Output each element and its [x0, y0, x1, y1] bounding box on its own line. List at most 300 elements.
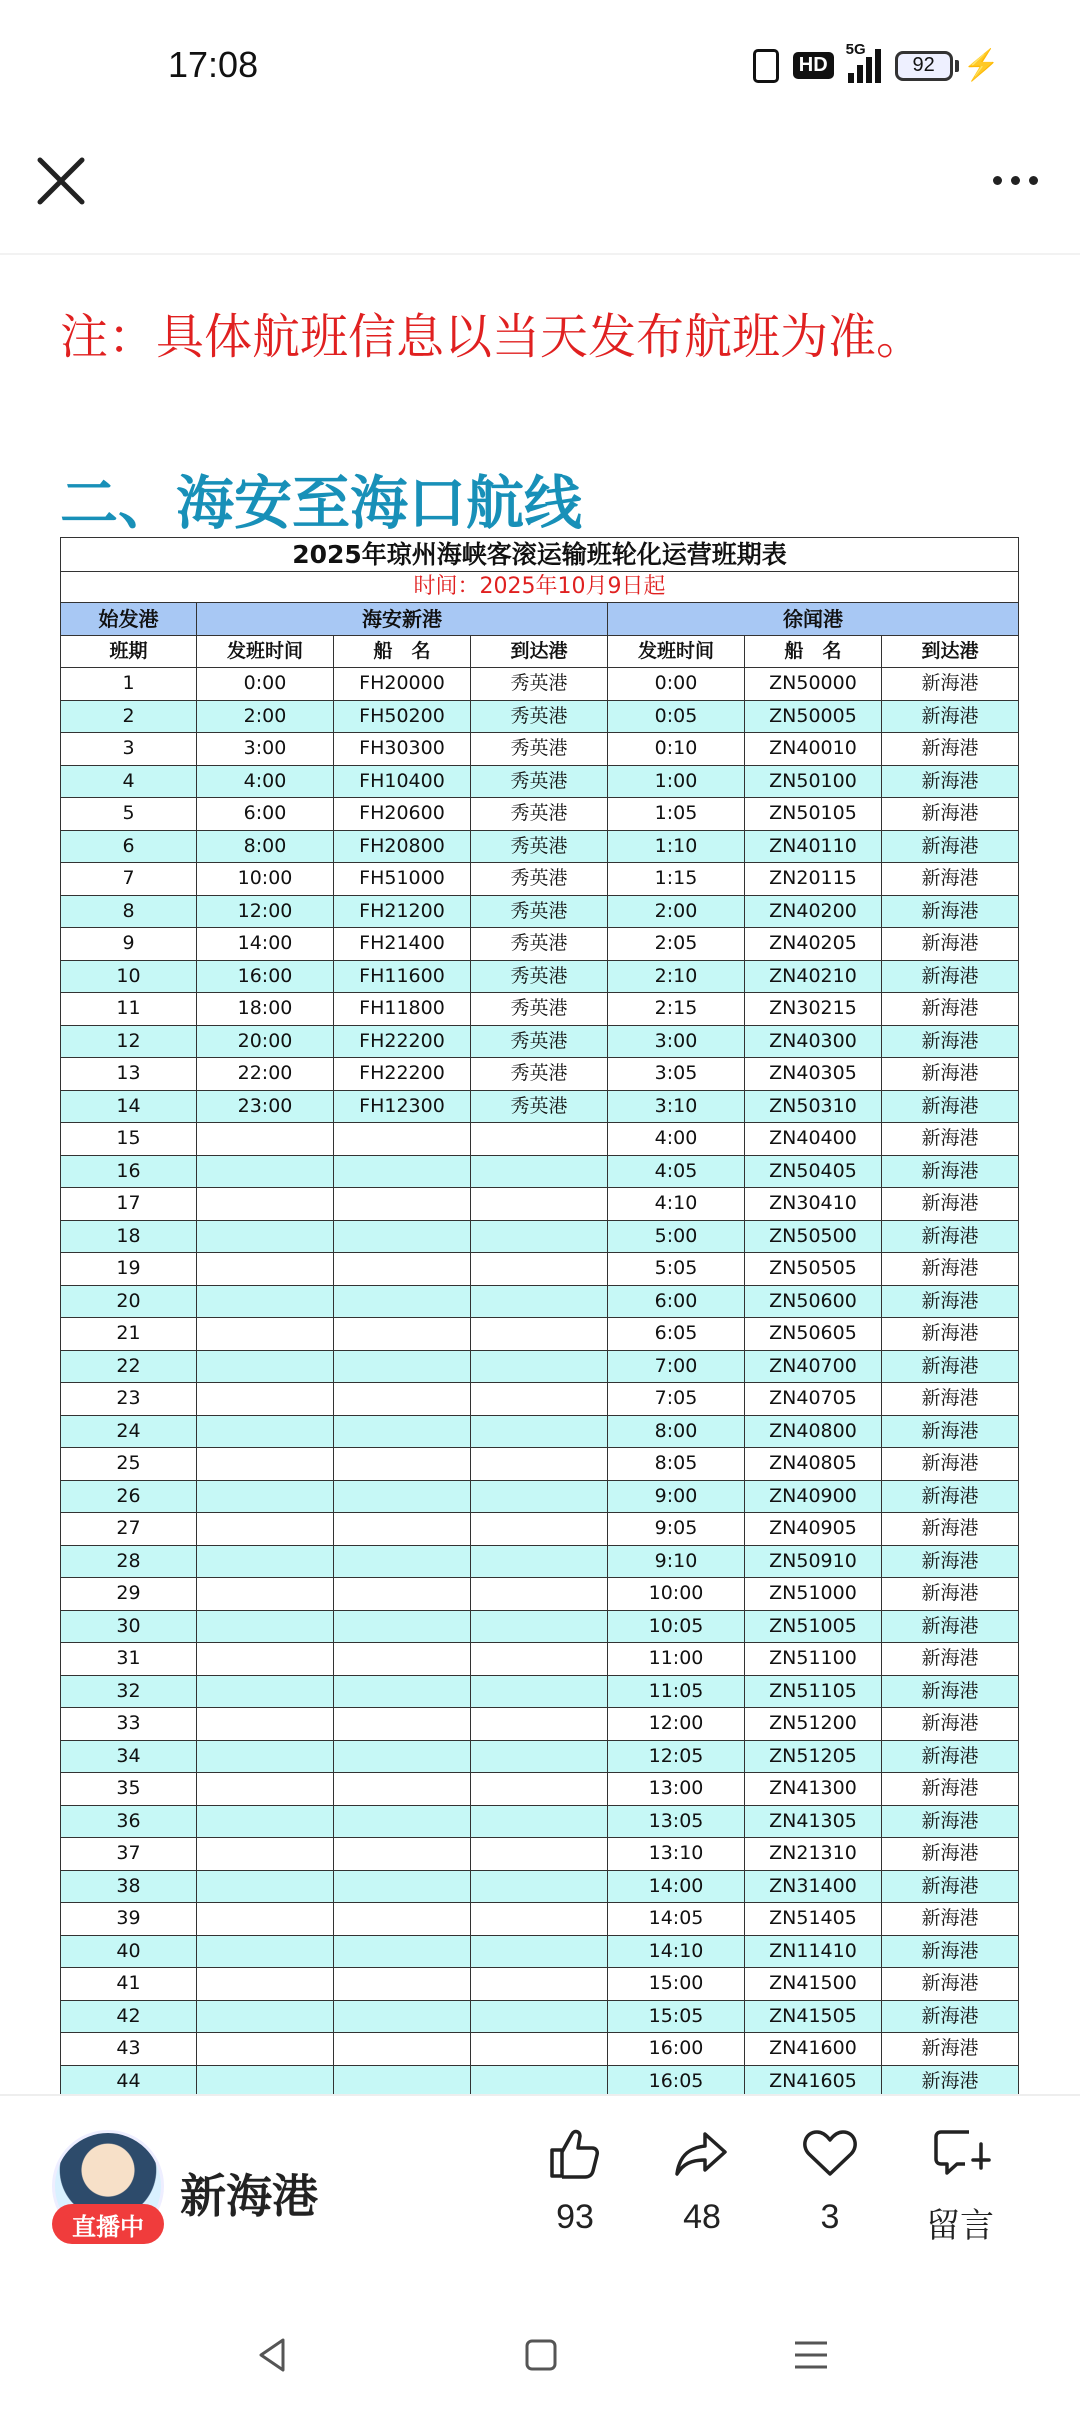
table-cell: FH22200: [334, 1025, 471, 1058]
more-dot-icon: [1011, 176, 1020, 185]
table-row: [61, 2065, 1019, 2098]
table-cell: ZN50005: [745, 700, 882, 733]
table-cell: FH30300: [334, 733, 471, 766]
table-cell: 3:00: [197, 733, 334, 766]
table-cell: 新海港: [882, 1318, 1019, 1351]
more-options-button[interactable]: [980, 160, 1050, 200]
table-cell: 18: [61, 1220, 197, 1253]
table-cell: [471, 2033, 608, 2066]
table-cell: [197, 1740, 334, 1773]
table-cell: 新海港: [882, 1643, 1019, 1676]
table-cell: 12:00: [608, 1708, 745, 1741]
table-cell: 2:15: [608, 993, 745, 1026]
table-cell: 19: [61, 1253, 197, 1286]
table-cell: 32: [61, 1675, 197, 1708]
table-cell: ZN41600: [745, 2033, 882, 2066]
table-row: [61, 1545, 1019, 1578]
table-cell: 秀英港: [471, 668, 608, 701]
table-cell: 7:00: [608, 1350, 745, 1383]
col-header: 船 名: [334, 635, 471, 668]
table-row: [61, 1480, 1019, 1513]
table-cell: [471, 1318, 608, 1351]
table-cell: 秀英港: [471, 1025, 608, 1058]
table-cell: ZN40300: [745, 1025, 882, 1058]
table-cell: 秀英港: [471, 863, 608, 896]
table-cell: [334, 1740, 471, 1773]
table-cell: [197, 1610, 334, 1643]
table-cell: 11: [61, 993, 197, 1026]
table-cell: 21: [61, 1318, 197, 1351]
vibrate-icon: [753, 49, 779, 83]
like-button[interactable]: [525, 2122, 625, 2237]
share-count: 48: [683, 2198, 721, 2236]
table-cell: ZN50105: [745, 798, 882, 831]
table-row: [61, 1448, 1019, 1481]
table-cell: 12:05: [608, 1740, 745, 1773]
table-cell: 10:05: [608, 1610, 745, 1643]
table-cell: 14:00: [197, 928, 334, 961]
table-cell: 30: [61, 1610, 197, 1643]
close-button[interactable]: [30, 150, 92, 212]
table-cell: [471, 1903, 608, 1936]
table-cell: 秀英港: [471, 830, 608, 863]
table-cell: [471, 1805, 608, 1838]
table-cell: ZN40210: [745, 960, 882, 993]
table-cell: 2:00: [197, 700, 334, 733]
table-cell: [197, 1513, 334, 1546]
table-cell: 34: [61, 1740, 197, 1773]
table-cell: FH21400: [334, 928, 471, 961]
table-cell: [197, 1285, 334, 1318]
table-cell: [334, 1708, 471, 1741]
table-cell: ZN20115: [745, 863, 882, 896]
table-cell: ZN50600: [745, 1285, 882, 1318]
table-row: [61, 1123, 1019, 1156]
table-cell: [471, 1285, 608, 1318]
table-cell: 新海港: [882, 798, 1019, 831]
table-cell: 8: [61, 895, 197, 928]
table-cell: ZN40305: [745, 1058, 882, 1091]
table-cell: [197, 1578, 334, 1611]
table-row: [61, 1903, 1019, 1936]
table-cell: 5:00: [608, 1220, 745, 1253]
table-cell: 20:00: [197, 1025, 334, 1058]
table-row: [61, 1285, 1019, 1318]
table-cell: [471, 1155, 608, 1188]
table-cell: [334, 1773, 471, 1806]
table-cell: 25: [61, 1448, 197, 1481]
table-cell: 2:05: [608, 928, 745, 961]
table-cell: [471, 1448, 608, 1481]
table-cell: ZN50405: [745, 1155, 882, 1188]
table-cell: [334, 1285, 471, 1318]
table-cell: 6:00: [608, 1285, 745, 1318]
table-cell: 38: [61, 1870, 197, 1903]
close-icon: [30, 150, 92, 212]
table-cell: [197, 1805, 334, 1838]
table-cell: 3: [61, 733, 197, 766]
table-row: [61, 1578, 1019, 1611]
table-cell: ZN40905: [745, 1513, 882, 1546]
table-cell: [471, 1838, 608, 1871]
nav-back-button[interactable]: [248, 2330, 298, 2380]
table-cell: 10: [61, 960, 197, 993]
comment-button[interactable]: [910, 2122, 1010, 2247]
origin-port-header: 始发港: [61, 603, 197, 636]
table-cell: 新海港: [882, 1090, 1019, 1123]
table-cell: [334, 2065, 471, 2098]
table-cell: 4: [61, 765, 197, 798]
table-cell: [334, 1935, 471, 1968]
table-cell: 12: [61, 1025, 197, 1058]
table-cell: [197, 1838, 334, 1871]
network-type: 5G: [845, 40, 866, 58]
table-cell: 新海港: [882, 1025, 1019, 1058]
table-cell: 新海港: [882, 1513, 1019, 1546]
table-cell: ZN40805: [745, 1448, 882, 1481]
table-row: [61, 700, 1019, 733]
table-cell: 新海港: [882, 1155, 1019, 1188]
table-cell: [197, 1968, 334, 2001]
col-header: 发班时间: [608, 635, 745, 668]
status-bar: [0, 0, 1080, 130]
table-row: [61, 1025, 1019, 1058]
table-cell: 23:00: [197, 1090, 334, 1123]
table-cell: [471, 2000, 608, 2033]
table-cell: 27: [61, 1513, 197, 1546]
table-cell: ZN51105: [745, 1675, 882, 1708]
table-cell: [334, 1545, 471, 1578]
share-button[interactable]: [652, 2122, 752, 2237]
table-cell: 新海港: [882, 1383, 1019, 1416]
table-cell: [334, 1968, 471, 2001]
table-cell: ZN41505: [745, 2000, 882, 2033]
table-cell: 13:05: [608, 1805, 745, 1838]
table-cell: [334, 2000, 471, 2033]
table-row: [61, 1383, 1019, 1416]
table-cell: [471, 1935, 608, 1968]
table-cell: 3:05: [608, 1058, 745, 1091]
table-cell: ZN51100: [745, 1643, 882, 1676]
table-cell: 20: [61, 1285, 197, 1318]
table-cell: FH10400: [334, 765, 471, 798]
table-cell: [334, 1350, 471, 1383]
table-cell: 40: [61, 1935, 197, 1968]
col-header: 班期: [61, 635, 197, 668]
table-row: [61, 830, 1019, 863]
table-cell: ZN41300: [745, 1773, 882, 1806]
table-cell: ZN50310: [745, 1090, 882, 1123]
table-cell: 23: [61, 1383, 197, 1416]
table-cell: 新海港: [882, 1903, 1019, 1936]
table-cell: [197, 1253, 334, 1286]
table-cell: 秀英港: [471, 1090, 608, 1123]
table-cell: [334, 1643, 471, 1676]
more-dot-icon: [1029, 176, 1038, 185]
table-cell: ZN21310: [745, 1838, 882, 1871]
table-row: [61, 1935, 1019, 1968]
table-row: [61, 765, 1019, 798]
table-cell: 新海港: [882, 700, 1019, 733]
nav-home-button[interactable]: [516, 2330, 566, 2380]
table-cell: 12:00: [197, 895, 334, 928]
table-cell: ZN51405: [745, 1903, 882, 1936]
table-row: [61, 798, 1019, 831]
table-cell: 新海港: [882, 993, 1019, 1026]
table-cell: 新海港: [882, 1350, 1019, 1383]
table-cell: ZN40705: [745, 1383, 882, 1416]
table-cell: [197, 1545, 334, 1578]
table-cell: [197, 1935, 334, 1968]
table-cell: [471, 1350, 608, 1383]
table-cell: 6: [61, 830, 197, 863]
table-cell: 0:05: [608, 700, 745, 733]
table-cell: 新海港: [882, 1253, 1019, 1286]
table-cell: 秀英港: [471, 993, 608, 1026]
share-icon: [671, 2122, 733, 2184]
thumbs-up-icon: [544, 2122, 606, 2184]
table-cell: FH20800: [334, 830, 471, 863]
table-cell: [197, 1480, 334, 1513]
table-cell: 新海港: [882, 1610, 1019, 1643]
home-square-icon: [521, 2335, 561, 2375]
table-row: [61, 1968, 1019, 2001]
table-cell: 8:00: [197, 830, 334, 863]
table-cell: 15:05: [608, 2000, 745, 2033]
table-cell: 新海港: [882, 895, 1019, 928]
table-cell: 新海港: [882, 830, 1019, 863]
table-cell: 新海港: [882, 1578, 1019, 1611]
comment-add-icon: [929, 2122, 991, 2184]
table-cell: [334, 1870, 471, 1903]
table-cell: 41: [61, 1968, 197, 2001]
table-cell: ZN41305: [745, 1805, 882, 1838]
nav-menu-button[interactable]: [786, 2330, 836, 2380]
table-cell: 新海港: [882, 2000, 1019, 2033]
table-cell: 9:05: [608, 1513, 745, 1546]
table-cell: 16:00: [608, 2033, 745, 2066]
table-cell: ZN50500: [745, 1220, 882, 1253]
table-cell: 9:10: [608, 1545, 745, 1578]
table-cell: [471, 1708, 608, 1741]
table-cell: FH22200: [334, 1058, 471, 1091]
table-cell: 新海港: [882, 1838, 1019, 1871]
table-cell: [197, 1318, 334, 1351]
table-cell: FH51000: [334, 863, 471, 896]
table-cell: [471, 1643, 608, 1676]
table-cell: 新海港: [882, 1220, 1019, 1253]
table-cell: 14: [61, 1090, 197, 1123]
haian-port-header: 海安新港: [197, 603, 608, 636]
table-row: [61, 1415, 1019, 1448]
table-row: [61, 1350, 1019, 1383]
table-cell: 14:10: [608, 1935, 745, 1968]
table-cell: 秀英港: [471, 733, 608, 766]
menu-lines-icon: [791, 2335, 831, 2375]
battery-icon: [895, 48, 1000, 83]
table-cell: 新海港: [882, 1870, 1019, 1903]
table-cell: ZN50000: [745, 668, 882, 701]
table-cell: FH21200: [334, 895, 471, 928]
col-header: 发班时间: [197, 635, 334, 668]
table-row: [61, 1058, 1019, 1091]
table-row: [61, 1773, 1019, 1806]
favorite-button[interactable]: [780, 2122, 880, 2237]
table-cell: 35: [61, 1773, 197, 1806]
table-cell: [197, 1773, 334, 1806]
table-cell: ZN11410: [745, 1935, 882, 1968]
status-time: 17:08: [168, 44, 259, 85]
table-cell: [197, 1870, 334, 1903]
table-cell: 新海港: [882, 668, 1019, 701]
table-cell: [334, 1155, 471, 1188]
live-badge[interactable]: 直播中: [52, 2204, 164, 2244]
table-cell: 新海港: [882, 1545, 1019, 1578]
table-cell: 新海港: [882, 1415, 1019, 1448]
table-cell: 4:00: [608, 1123, 745, 1156]
table-cell: ZN30215: [745, 993, 882, 1026]
table-row: [61, 1643, 1019, 1676]
table-cell: ZN40700: [745, 1350, 882, 1383]
table-title: 2025年琼州海峡客滚运输班轮化运营班期表: [61, 538, 1019, 572]
table-cell: 2:10: [608, 960, 745, 993]
table-cell: 14:00: [608, 1870, 745, 1903]
table-cell: [334, 1123, 471, 1156]
table-cell: 22:00: [197, 1058, 334, 1091]
table-cell: 7:05: [608, 1383, 745, 1416]
table-cell: [471, 1740, 608, 1773]
toolbar-divider: [0, 253, 1080, 255]
table-cell: 0:00: [608, 668, 745, 701]
table-cell: 秀英港: [471, 895, 608, 928]
table-cell: FH11800: [334, 993, 471, 1026]
section-title: 二、海安至海口航线: [60, 469, 583, 537]
table-cell: [197, 1415, 334, 1448]
table-cell: 39: [61, 1903, 197, 1936]
table-cell: 18:00: [197, 993, 334, 1026]
table-cell: 8:00: [608, 1415, 745, 1448]
table-cell: 新海港: [882, 1123, 1019, 1156]
table-row: [61, 863, 1019, 896]
table-cell: [471, 1773, 608, 1806]
table-cell: 新海港: [882, 1285, 1019, 1318]
table-cell: FH12300: [334, 1090, 471, 1123]
table-cell: 1:00: [608, 765, 745, 798]
like-count: 93: [556, 2198, 594, 2236]
table-cell: 新海港: [882, 863, 1019, 896]
table-cell: ZN51000: [745, 1578, 882, 1611]
table-cell: [197, 1448, 334, 1481]
table-cell: ZN51205: [745, 1740, 882, 1773]
table-cell: [471, 1123, 608, 1156]
table-cell: 14:05: [608, 1903, 745, 1936]
table-cell: [471, 1545, 608, 1578]
table-cell: 2:00: [608, 895, 745, 928]
table-cell: [197, 2033, 334, 2066]
table-cell: 9:00: [608, 1480, 745, 1513]
table-cell: [471, 1188, 608, 1221]
table-cell: 新海港: [882, 1740, 1019, 1773]
table-cell: [197, 1188, 334, 1221]
table-row: [61, 2033, 1019, 2066]
table-cell: 秀英港: [471, 798, 608, 831]
table-subtitle: 时间：2025年10月9日起: [61, 572, 1019, 603]
table-cell: [197, 2000, 334, 2033]
table-cell: 5:05: [608, 1253, 745, 1286]
table-cell: ZN50605: [745, 1318, 882, 1351]
table-cell: [334, 1838, 471, 1871]
schedule-table: [60, 537, 1019, 2098]
table-cell: 22: [61, 1350, 197, 1383]
table-cell: 17: [61, 1188, 197, 1221]
table-cell: 新海港: [882, 928, 1019, 961]
table-cell: 新海港: [882, 960, 1019, 993]
table-row: [61, 1610, 1019, 1643]
table-cell: [471, 1383, 608, 1416]
table-cell: ZN40010: [745, 733, 882, 766]
table-row: [61, 1513, 1019, 1546]
table-cell: 1: [61, 668, 197, 701]
table-cell: 36: [61, 1805, 197, 1838]
table-cell: 新海港: [882, 1708, 1019, 1741]
favorite-count: 3: [820, 2198, 840, 2236]
table-cell: 1:15: [608, 863, 745, 896]
table-cell: 13:10: [608, 1838, 745, 1871]
table-cell: 6:05: [608, 1318, 745, 1351]
table-cell: [471, 1253, 608, 1286]
table-cell: ZN50505: [745, 1253, 882, 1286]
table-row: [61, 960, 1019, 993]
channel-name[interactable]: 新海港: [180, 2169, 318, 2223]
col-header: 到达港: [882, 635, 1019, 668]
hd-icon: HD: [793, 52, 834, 79]
table-cell: [334, 1415, 471, 1448]
table-cell: 秀英港: [471, 765, 608, 798]
xuwen-port-header: 徐闻港: [608, 603, 1019, 636]
table-cell: 2: [61, 700, 197, 733]
table-row: [61, 1253, 1019, 1286]
table-cell: [471, 1578, 608, 1611]
table-cell: FH20600: [334, 798, 471, 831]
table-cell: 16:05: [608, 2065, 745, 2098]
table-cell: [334, 1675, 471, 1708]
table-cell: 10:00: [197, 863, 334, 896]
table-row: [61, 928, 1019, 961]
table-row: [61, 733, 1019, 766]
table-cell: ZN40800: [745, 1415, 882, 1448]
table-cell: 24: [61, 1415, 197, 1448]
table-cell: [197, 1643, 334, 1676]
table-row: [61, 1675, 1019, 1708]
table-cell: ZN40900: [745, 1480, 882, 1513]
table-row: [61, 1220, 1019, 1253]
table-row: [61, 895, 1019, 928]
table-cell: 新海港: [882, 1480, 1019, 1513]
table-cell: [334, 2033, 471, 2066]
table-cell: [334, 1903, 471, 1936]
table-cell: [471, 1870, 608, 1903]
table-cell: 42: [61, 2000, 197, 2033]
table-cell: 28: [61, 1545, 197, 1578]
table-cell: [471, 1610, 608, 1643]
table-cell: ZN51005: [745, 1610, 882, 1643]
table-cell: [197, 1220, 334, 1253]
table-cell: [334, 1253, 471, 1286]
table-cell: 3:10: [608, 1090, 745, 1123]
table-cell: 29: [61, 1578, 197, 1611]
table-cell: [471, 1480, 608, 1513]
table-cell: 1:05: [608, 798, 745, 831]
